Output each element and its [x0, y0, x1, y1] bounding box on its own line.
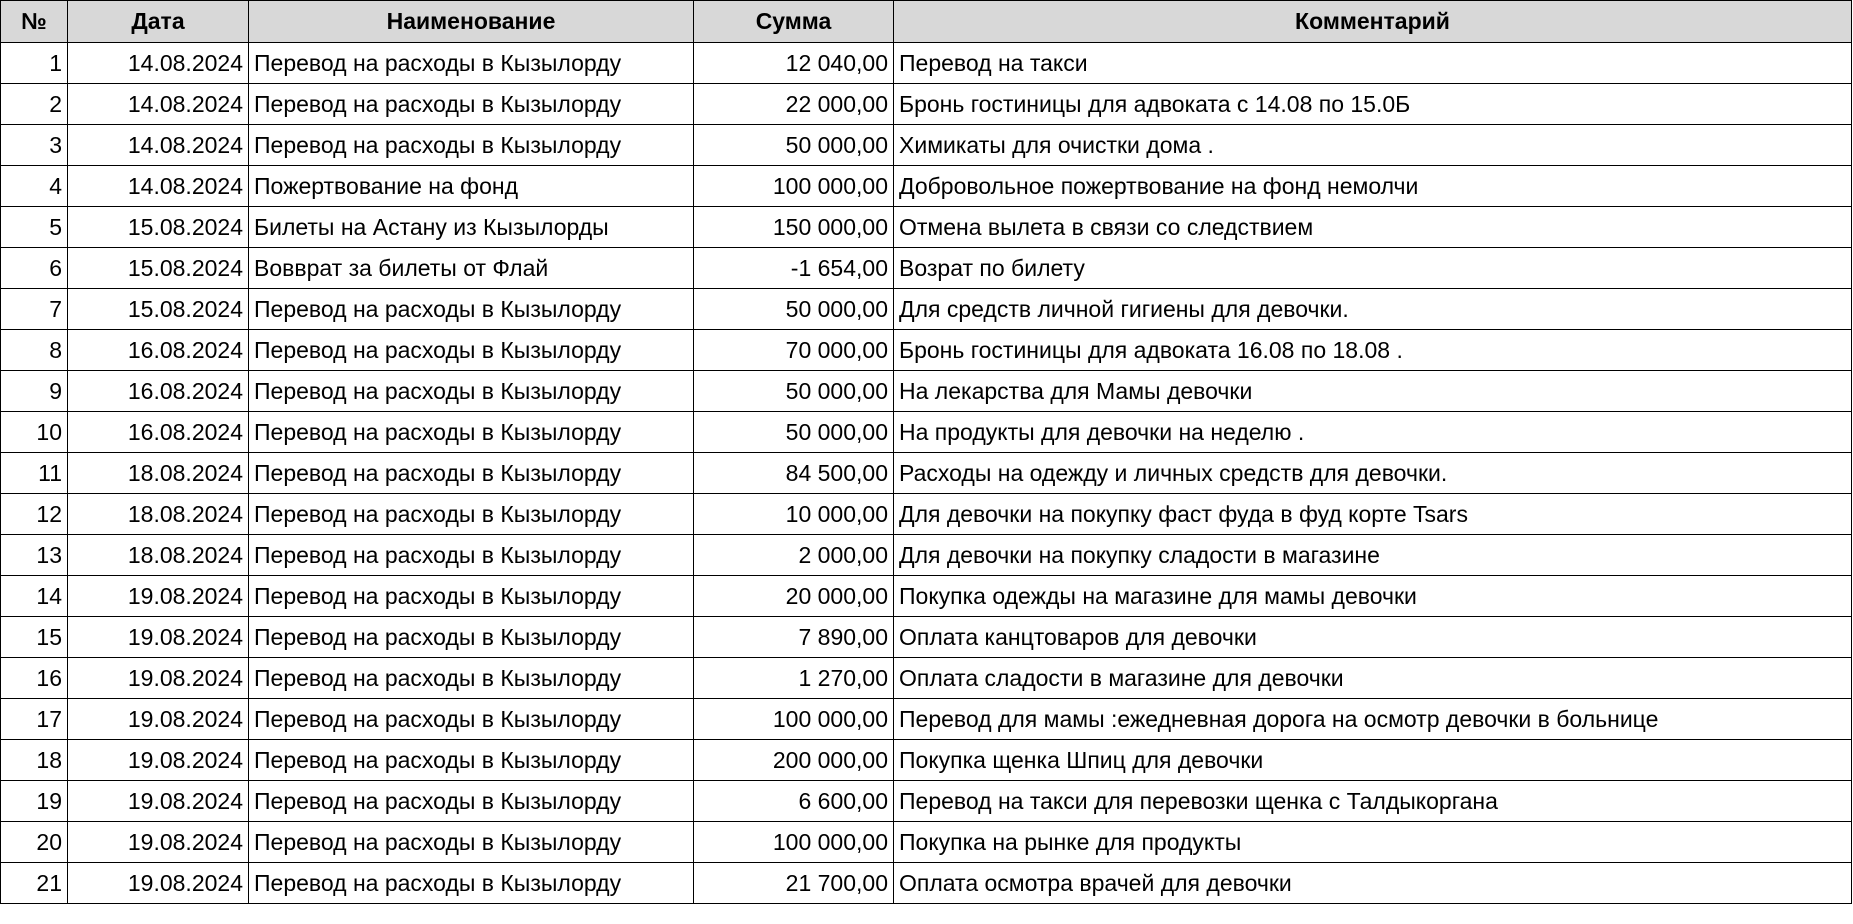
cell-number: 12: [1, 494, 68, 535]
table-row: [1, 617, 1852, 658]
cell-name: Вовврат за билеты от Флай: [249, 248, 694, 289]
cell-number: 6: [1, 248, 68, 289]
table-row: [1, 453, 1852, 494]
cell-date: 16.08.2024: [68, 330, 249, 371]
cell-sum: -1 654,00: [694, 248, 894, 289]
cell-sum: 50 000,00: [694, 412, 894, 453]
table-row: [1, 822, 1852, 863]
table-row: [1, 43, 1852, 84]
cell-comment: Расходы на одежду и личных средств для девочки.: [894, 453, 1852, 494]
cell-comment: Для средств личной гигиены для девочки.: [894, 289, 1852, 330]
cell-sum: 21 700,00: [694, 863, 894, 904]
cell-sum: 100 000,00: [694, 699, 894, 740]
cell-date: 19.08.2024: [68, 781, 249, 822]
cell-name: Перевод на расходы в Кызылорду: [249, 412, 694, 453]
cell-name: Перевод на расходы в Кызылорду: [249, 84, 694, 125]
cell-sum: 20 000,00: [694, 576, 894, 617]
header-sum: Сумма: [694, 1, 894, 43]
cell-number: 15: [1, 617, 68, 658]
header-date: Дата: [68, 1, 249, 43]
table-row: [1, 781, 1852, 822]
cell-sum: 50 000,00: [694, 289, 894, 330]
cell-date: 14.08.2024: [68, 166, 249, 207]
cell-date: 15.08.2024: [68, 248, 249, 289]
header-name: Наименование: [249, 1, 694, 43]
cell-sum: 6 600,00: [694, 781, 894, 822]
header-number: №: [1, 1, 68, 43]
cell-number: 13: [1, 535, 68, 576]
cell-date: 18.08.2024: [68, 494, 249, 535]
cell-sum: 12 040,00: [694, 43, 894, 84]
cell-comment: Покупка одежды на магазине для мамы девочки: [894, 576, 1852, 617]
cell-name: Билеты на Астану из Кызылорды: [249, 207, 694, 248]
table-row: [1, 125, 1852, 166]
cell-comment: Покупка на рынке для продукты: [894, 822, 1852, 863]
table-row: [1, 658, 1852, 699]
cell-number: 19: [1, 781, 68, 822]
cell-name: Перевод на расходы в Кызылорду: [249, 453, 694, 494]
cell-number: 4: [1, 166, 68, 207]
cell-number: 17: [1, 699, 68, 740]
cell-sum: 70 000,00: [694, 330, 894, 371]
cell-comment: Добровольное пожертвование на фонд немолчи: [894, 166, 1852, 207]
cell-comment: Оплата сладости в магазине для девочки: [894, 658, 1852, 699]
cell-sum: 7 890,00: [694, 617, 894, 658]
cell-comment: Для девочки на покупку фаст фуда в фуд корте Tsars: [894, 494, 1852, 535]
cell-name: Пожертвование на фонд: [249, 166, 694, 207]
cell-date: 16.08.2024: [68, 371, 249, 412]
cell-name: Перевод на расходы в Кызылорду: [249, 535, 694, 576]
cell-sum: 50 000,00: [694, 371, 894, 412]
cell-comment: Отмена вылета в связи со следствием: [894, 207, 1852, 248]
cell-name: Перевод на расходы в Кызылорду: [249, 125, 694, 166]
table-row: [1, 207, 1852, 248]
cell-comment: Покупка щенка Шпиц для девочки: [894, 740, 1852, 781]
cell-name: Перевод на расходы в Кызылорду: [249, 863, 694, 904]
cell-date: 14.08.2024: [68, 125, 249, 166]
table-row: [1, 84, 1852, 125]
cell-sum: 2 000,00: [694, 535, 894, 576]
cell-date: 18.08.2024: [68, 453, 249, 494]
cell-date: 19.08.2024: [68, 740, 249, 781]
header-row: [1, 1, 1852, 43]
cell-number: 8: [1, 330, 68, 371]
cell-date: 19.08.2024: [68, 617, 249, 658]
cell-name: Перевод на расходы в Кызылорду: [249, 617, 694, 658]
cell-number: 10: [1, 412, 68, 453]
table-row: [1, 699, 1852, 740]
cell-sum: 100 000,00: [694, 822, 894, 863]
table-row: [1, 412, 1852, 453]
table-row: [1, 289, 1852, 330]
cell-comment: На лекарства для Мамы девочки: [894, 371, 1852, 412]
cell-comment: Бронь гостиницы для адвоката 16.08 по 18.08 .: [894, 330, 1852, 371]
cell-name: Перевод на расходы в Кызылорду: [249, 494, 694, 535]
header-comment: Комментарий: [894, 1, 1852, 43]
cell-number: 20: [1, 822, 68, 863]
table-row: [1, 576, 1852, 617]
cell-number: 7: [1, 289, 68, 330]
cell-number: 21: [1, 863, 68, 904]
cell-date: 16.08.2024: [68, 412, 249, 453]
table-row: [1, 166, 1852, 207]
cell-name: Перевод на расходы в Кызылорду: [249, 699, 694, 740]
cell-sum: 100 000,00: [694, 166, 894, 207]
cell-comment: Перевод для мамы :ежедневная дорога на осмотр девочки в больнице: [894, 699, 1852, 740]
table-row: [1, 371, 1852, 412]
table-row: [1, 494, 1852, 535]
cell-sum: 1 270,00: [694, 658, 894, 699]
cell-comment: Оплата канцтоваров для девочки: [894, 617, 1852, 658]
table-row: [1, 535, 1852, 576]
cell-comment: Перевод на такси: [894, 43, 1852, 84]
cell-name: Перевод на расходы в Кызылорду: [249, 289, 694, 330]
cell-sum: 50 000,00: [694, 125, 894, 166]
cell-sum: 10 000,00: [694, 494, 894, 535]
cell-date: 19.08.2024: [68, 822, 249, 863]
cell-number: 18: [1, 740, 68, 781]
cell-comment: На продукты для девочки на неделю .: [894, 412, 1852, 453]
cell-number: 5: [1, 207, 68, 248]
cell-name: Перевод на расходы в Кызылорду: [249, 371, 694, 412]
cell-comment: Для девочки на покупку сладости в магазине: [894, 535, 1852, 576]
cell-number: 14: [1, 576, 68, 617]
cell-sum: 150 000,00: [694, 207, 894, 248]
cell-number: 3: [1, 125, 68, 166]
cell-comment: Перевод на такси для перевозки щенка с Талдыкоргана: [894, 781, 1852, 822]
cell-name: Перевод на расходы в Кызылорду: [249, 576, 694, 617]
cell-date: 15.08.2024: [68, 207, 249, 248]
table-body: [1, 43, 1852, 904]
cell-name: Перевод на расходы в Кызылорду: [249, 658, 694, 699]
cell-number: 16: [1, 658, 68, 699]
cell-number: 11: [1, 453, 68, 494]
cell-date: 19.08.2024: [68, 699, 249, 740]
cell-name: Перевод на расходы в Кызылорду: [249, 740, 694, 781]
cell-date: 18.08.2024: [68, 535, 249, 576]
table-row: [1, 863, 1852, 904]
cell-number: 1: [1, 43, 68, 84]
cell-comment: Оплата осмотра врачей для девочки: [894, 863, 1852, 904]
cell-date: 14.08.2024: [68, 84, 249, 125]
cell-name: Перевод на расходы в Кызылорду: [249, 330, 694, 371]
cell-date: 19.08.2024: [68, 576, 249, 617]
cell-number: 9: [1, 371, 68, 412]
cell-comment: Бронь гостиницы для адвоката с 14.08 по 15.0Б: [894, 84, 1852, 125]
cell-date: 19.08.2024: [68, 863, 249, 904]
table-row: [1, 330, 1852, 371]
cell-name: Перевод на расходы в Кызылорду: [249, 43, 694, 84]
table-header: [1, 1, 1852, 43]
cell-date: 15.08.2024: [68, 289, 249, 330]
cell-name: Перевод на расходы в Кызылорду: [249, 781, 694, 822]
cell-number: 2: [1, 84, 68, 125]
cell-sum: 200 000,00: [694, 740, 894, 781]
table-row: [1, 740, 1852, 781]
cell-sum: 84 500,00: [694, 453, 894, 494]
cell-name: Перевод на расходы в Кызылорду: [249, 822, 694, 863]
table-row: [1, 248, 1852, 289]
cell-date: 19.08.2024: [68, 658, 249, 699]
cell-comment: Химикаты для очистки дома .: [894, 125, 1852, 166]
cell-sum: 22 000,00: [694, 84, 894, 125]
cell-comment: Возрат по билету: [894, 248, 1852, 289]
cell-date: 14.08.2024: [68, 43, 249, 84]
